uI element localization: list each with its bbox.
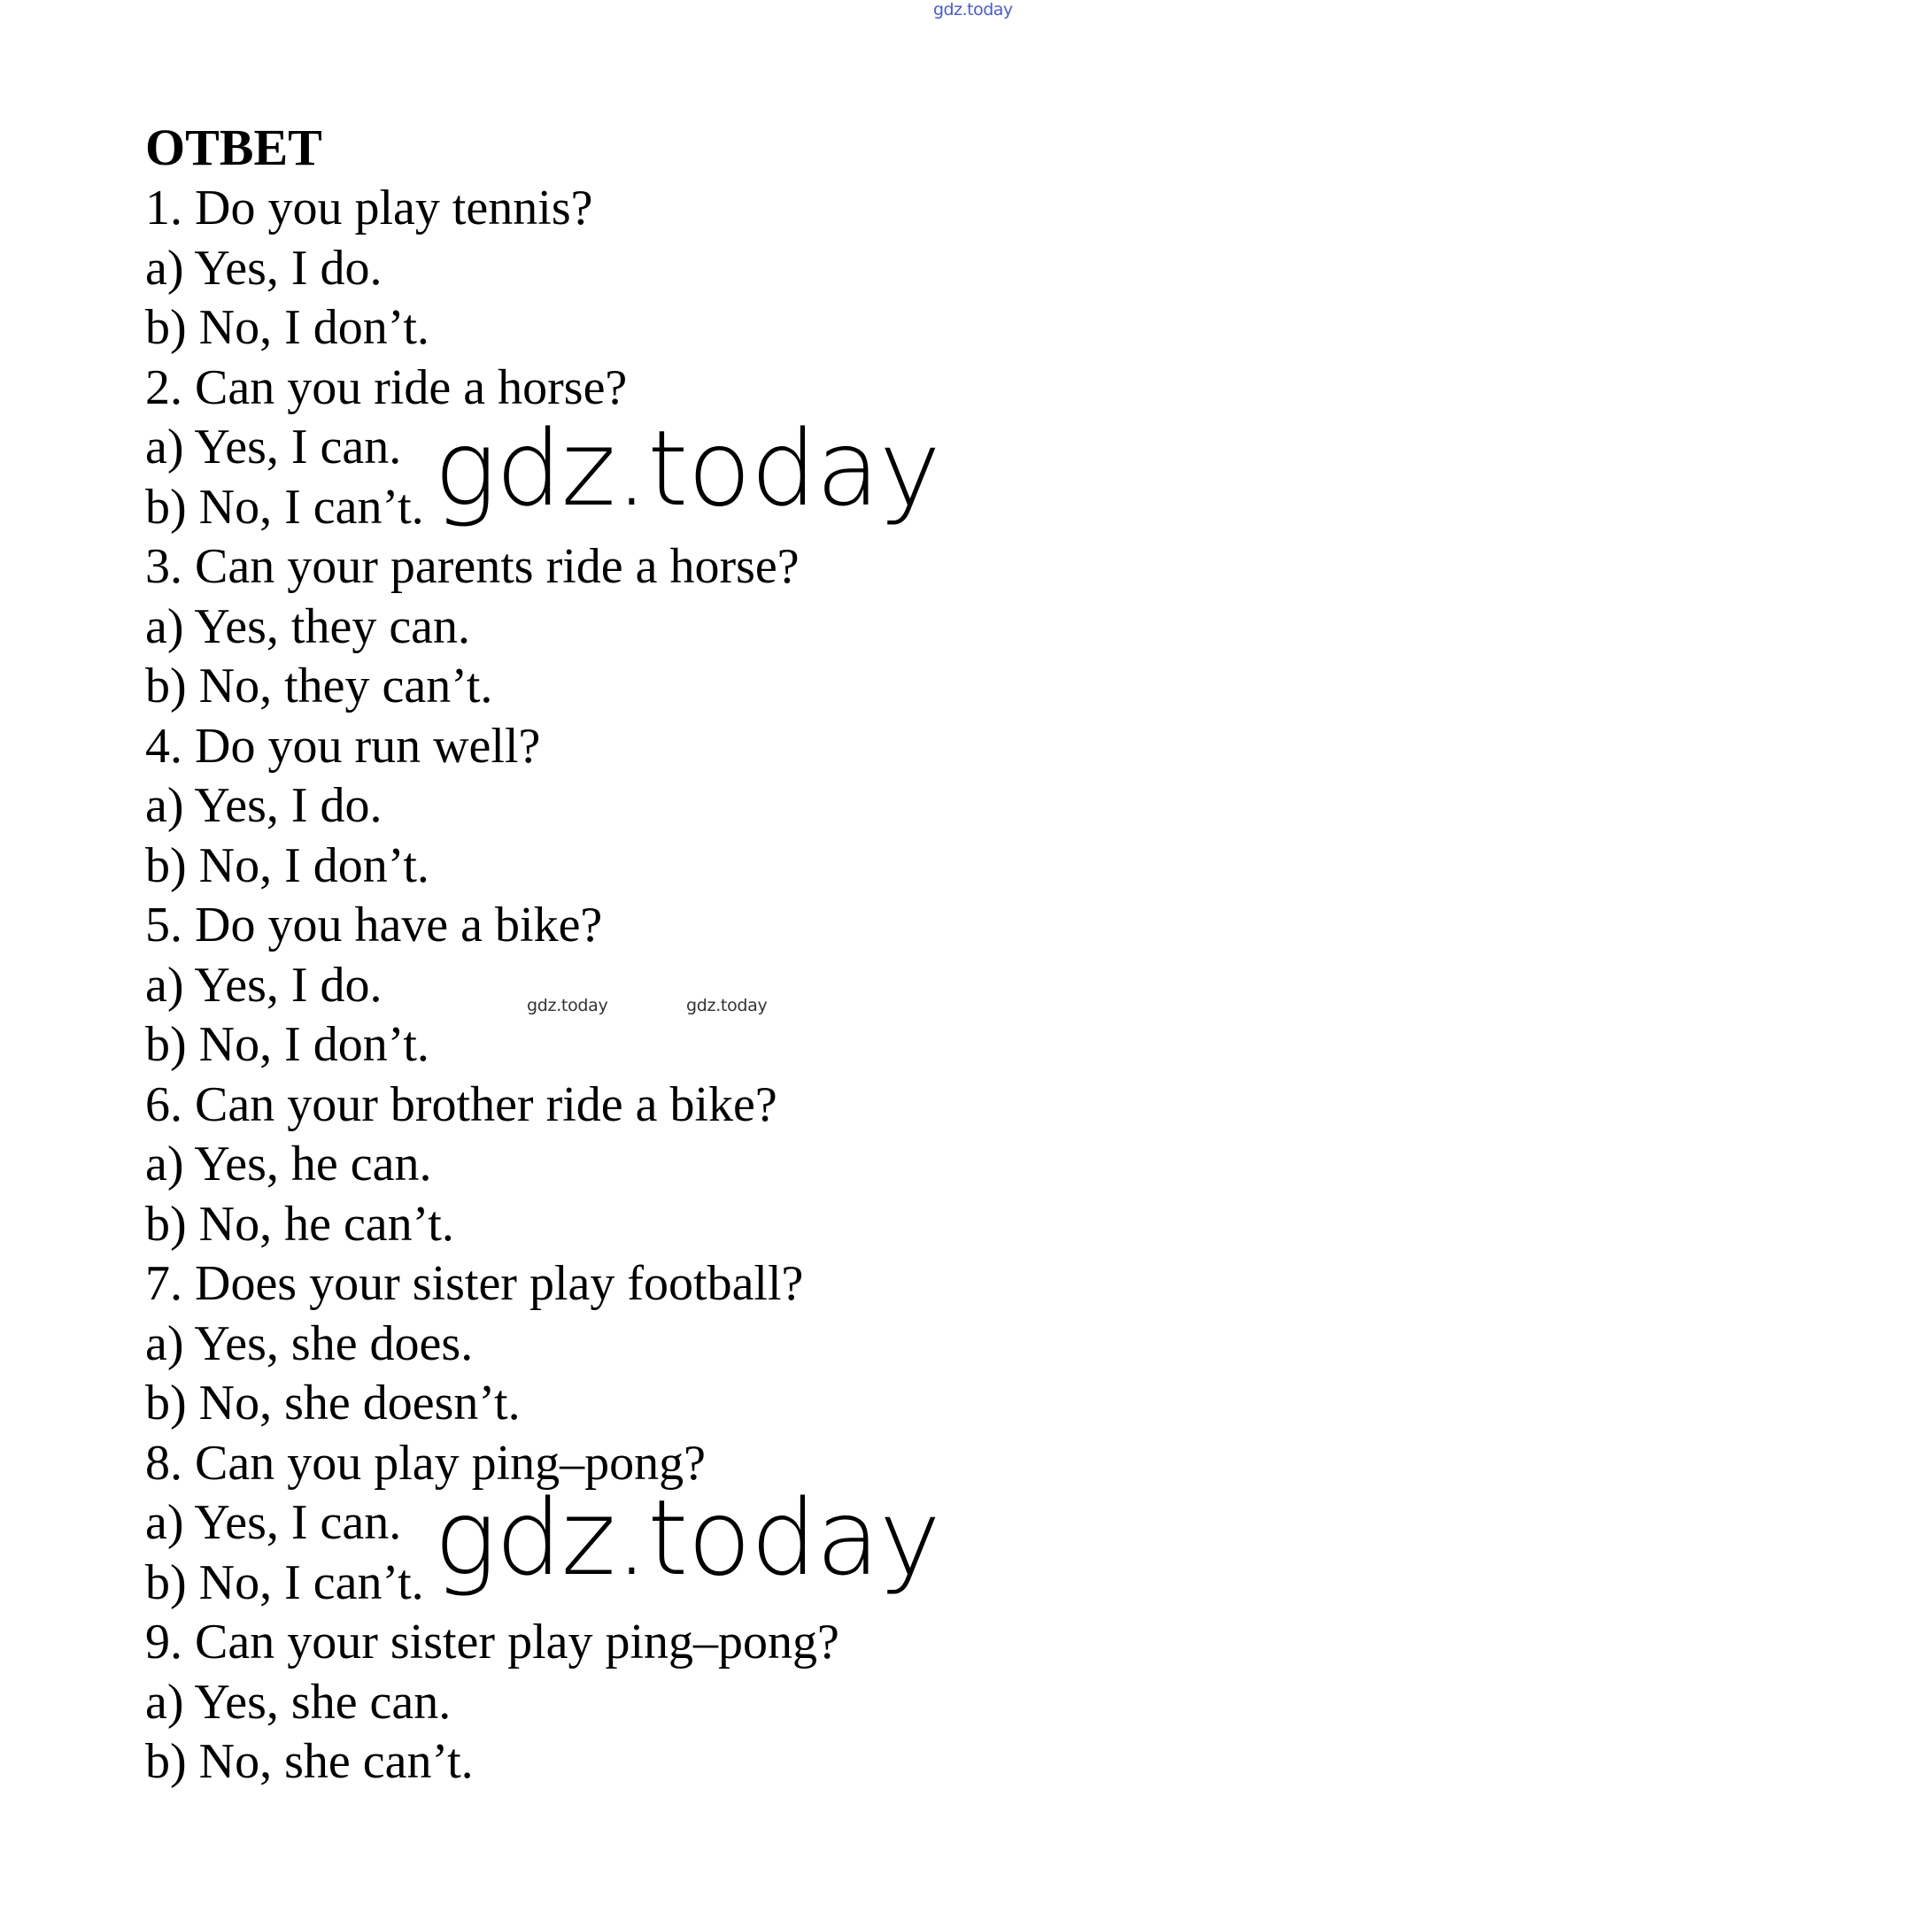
answer-1b: b) No, I don’t. [145, 300, 429, 355]
question-4: 4. Do you run well? [145, 718, 541, 774]
question-6: 6. Can your brother ride a bike? [145, 1076, 777, 1132]
answer-2b: b) No, I can’t. [145, 479, 424, 535]
answer-9a: a) Yes, she can. [145, 1674, 452, 1730]
watermark-large-bottom: gdz.today [434, 1477, 940, 1599]
question-1: 1. Do you play tennis? [145, 181, 593, 235]
question-2: 2. Can you ride a horse? [145, 359, 628, 415]
answer-7a: a) Yes, she does. [145, 1315, 474, 1371]
watermark-small-right: gdz.today [686, 996, 768, 1015]
watermark-large-top: gdz.today [434, 407, 940, 529]
answer-5b: b) No, I don’t. [145, 1017, 429, 1072]
answer-9b: b) No, she can’t. [145, 1734, 474, 1789]
page-title: ОТВЕТ [145, 119, 322, 176]
question-8: 8. Can you play ping–pong? [145, 1435, 707, 1491]
header-watermark: gdz.today [933, 0, 1013, 19]
answer-3b: b) No, they can’t. [145, 659, 493, 713]
answer-6b: b) No, he can’t. [145, 1196, 454, 1252]
answer-4b: b) No, I don’t. [145, 837, 429, 893]
answer-5a: a) Yes, I do. [145, 957, 383, 1013]
question-9: 9. Can your sister play ping–pong? [145, 1615, 839, 1669]
answer-6a: a) Yes, he can. [145, 1137, 432, 1191]
answer-1a: a) Yes, I do. [145, 240, 383, 296]
answer-8a: a) Yes, I can. [145, 1495, 402, 1550]
question-7: 7. Does your sister play football? [145, 1256, 804, 1311]
answer-2a: a) Yes, I can. [145, 420, 402, 474]
answer-7b: b) No, she doesn’t. [145, 1376, 521, 1430]
question-5: 5. Do you have a bike? [145, 898, 603, 952]
answer-8b: b) No, I can’t. [145, 1554, 424, 1610]
watermark-small-left: gdz.today [527, 996, 608, 1015]
answer-4a: a) Yes, I do. [145, 778, 383, 833]
answer-3a: a) Yes, they can. [145, 598, 471, 654]
question-3: 3. Can your parents ride a horse? [145, 539, 800, 594]
